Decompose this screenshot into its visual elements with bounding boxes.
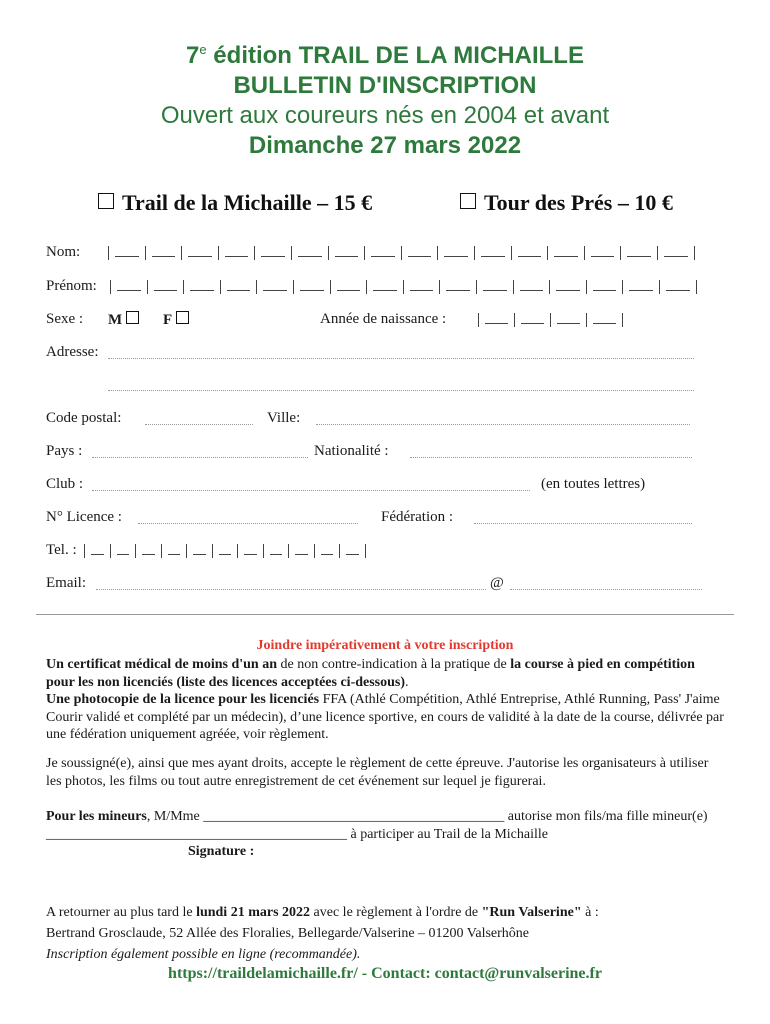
ville-input[interactable] bbox=[316, 424, 690, 425]
char-box[interactable] bbox=[586, 280, 623, 294]
email-domain-input[interactable] bbox=[510, 589, 702, 590]
email-user-input[interactable] bbox=[96, 589, 486, 590]
adresse-input-1[interactable] bbox=[108, 358, 694, 359]
nom-input[interactable] bbox=[108, 246, 695, 263]
notice-text: la course à pied en compétition pour les non licenciés (liste des licences acceptées ci-dessous) bbox=[46, 657, 695, 690]
sexe-label: Sexe : bbox=[46, 311, 84, 327]
char-box[interactable] bbox=[478, 313, 514, 327]
char-box[interactable] bbox=[511, 246, 548, 260]
char-box[interactable] bbox=[550, 313, 586, 327]
prenom-label: Prénom: bbox=[46, 278, 97, 294]
ville-label: Ville: bbox=[267, 410, 301, 426]
char-box[interactable] bbox=[659, 280, 697, 294]
footer-text: A retourner au plus tard le bbox=[46, 905, 197, 920]
char-box[interactable] bbox=[183, 280, 220, 294]
footer-text: "Run Valserine" bbox=[481, 905, 582, 920]
notice-text: . bbox=[405, 674, 409, 690]
char-box[interactable] bbox=[620, 246, 657, 260]
char-box[interactable] bbox=[366, 280, 403, 294]
char-box[interactable] bbox=[474, 246, 511, 260]
online-note: Inscription également possible en ligne (recommandée). bbox=[46, 947, 361, 962]
char-box[interactable] bbox=[291, 246, 328, 260]
race-label: Trail de la Michaille – 15 € bbox=[122, 190, 373, 215]
signature-label: Signature : bbox=[188, 844, 255, 859]
notice-licence bbox=[46, 691, 726, 744]
notice-text: Un certificat médical de moins d'un an bbox=[46, 657, 277, 672]
code-postal-label: Code postal: bbox=[46, 410, 122, 426]
char-box[interactable] bbox=[513, 280, 550, 294]
char-box[interactable] bbox=[145, 246, 182, 260]
nom-label: Nom: bbox=[46, 244, 81, 260]
sexe-m-label: M bbox=[108, 312, 123, 328]
club-label: Club : bbox=[46, 476, 84, 492]
prenom-row bbox=[46, 278, 97, 295]
nom-row bbox=[46, 244, 80, 261]
adresse-input-2[interactable] bbox=[108, 390, 694, 391]
char-box[interactable] bbox=[293, 280, 330, 294]
sexe-row bbox=[46, 311, 83, 328]
club-note: (en toutes lettres) bbox=[541, 476, 646, 492]
footer-text: avec le règlement à l'ordre de bbox=[310, 905, 482, 920]
notice-text: Pour les mineurs bbox=[46, 809, 147, 824]
sexe-f-option[interactable] bbox=[163, 311, 189, 329]
edition-title bbox=[0, 42, 770, 70]
char-box[interactable] bbox=[514, 313, 550, 327]
char-box[interactable] bbox=[181, 246, 218, 260]
race-option-trail[interactable] bbox=[98, 190, 372, 216]
notice-medical bbox=[46, 656, 726, 691]
race-label: Tour des Prés – 10 € bbox=[484, 190, 673, 215]
char-box[interactable] bbox=[584, 246, 621, 260]
footer-text: à : bbox=[581, 905, 599, 920]
prenom-input[interactable] bbox=[110, 280, 697, 297]
char-box[interactable] bbox=[339, 544, 366, 558]
char-box[interactable] bbox=[161, 544, 187, 558]
notice-consent: Je soussigné(e), ainsi que mes ayant droits, accepte le règlement de cette épreuve. J'autorise les organisateurs à utiliser les photos, les films ou tout autre enregistrement de cet événement sur lequel je figurerai. bbox=[46, 756, 709, 789]
char-box[interactable] bbox=[212, 544, 238, 558]
notice-text: de non contre-indication à la pratique de bbox=[277, 657, 511, 672]
edition-superscript: e bbox=[199, 42, 207, 57]
char-box[interactable] bbox=[547, 246, 584, 260]
pays-input[interactable] bbox=[92, 457, 308, 458]
contact-link[interactable]: https://traildelamichaille.fr/ - Contact: contact@runvalserine.fr bbox=[168, 965, 602, 982]
event-title: édition TRAIL DE LA MICHAILLE bbox=[206, 42, 584, 69]
nationalite-input[interactable] bbox=[410, 457, 692, 458]
sexe-m-option[interactable] bbox=[108, 311, 139, 329]
char-box[interactable] bbox=[403, 280, 440, 294]
email-label: Email: bbox=[46, 575, 86, 591]
licence-input[interactable] bbox=[138, 523, 358, 524]
char-box[interactable] bbox=[364, 246, 401, 260]
char-box[interactable] bbox=[439, 280, 476, 294]
nationalite-label: Nationalité : bbox=[314, 443, 389, 459]
char-box[interactable] bbox=[328, 246, 365, 260]
char-box[interactable] bbox=[330, 280, 367, 294]
adresse-label: Adresse: bbox=[46, 344, 99, 360]
char-box[interactable] bbox=[401, 246, 438, 260]
char-box[interactable] bbox=[254, 246, 291, 260]
char-box[interactable] bbox=[84, 544, 110, 558]
char-box[interactable] bbox=[256, 280, 293, 294]
annee-label: Année de naissance : bbox=[320, 311, 447, 327]
char-box[interactable] bbox=[110, 280, 147, 294]
checkbox-icon[interactable] bbox=[98, 193, 114, 209]
char-box[interactable] bbox=[220, 280, 257, 294]
event-date: Dimanche 27 mars 2022 bbox=[248, 132, 522, 159]
char-box[interactable] bbox=[147, 280, 184, 294]
char-box[interactable] bbox=[288, 544, 314, 558]
char-box[interactable] bbox=[110, 544, 136, 558]
tel-label: Tel. : bbox=[46, 542, 77, 558]
char-box[interactable] bbox=[549, 280, 586, 294]
federation-label: Fédération : bbox=[381, 509, 454, 525]
email-at-sign: @ bbox=[490, 575, 504, 591]
notice-minors bbox=[46, 808, 726, 843]
return-address: Bertrand Grosclaude, 52 Allée des Floralies, Bellegarde/Valserine – 01200 Valserhône bbox=[46, 926, 529, 941]
code-postal-input[interactable] bbox=[145, 424, 253, 425]
char-box[interactable] bbox=[237, 544, 263, 558]
notice-text: , M/Mme ___________________________________________ autorise mon fils/ma fille mineur(e) ___________________________________________ à participer au Trail de la Michaille bbox=[46, 809, 708, 842]
return-instructions bbox=[46, 904, 726, 922]
char-box[interactable] bbox=[263, 544, 289, 558]
notice-title: Joindre impérativement à votre inscription bbox=[256, 638, 514, 653]
pays-label: Pays : bbox=[46, 443, 83, 459]
licence-label: N° Licence : bbox=[46, 509, 122, 525]
notice-text: Une photocopie de la licence pour les licenciés bbox=[46, 692, 320, 707]
edition-number: 7 bbox=[186, 42, 200, 69]
sexe-f-label: F bbox=[163, 312, 173, 328]
checkbox-icon[interactable] bbox=[176, 311, 189, 324]
char-box[interactable] bbox=[476, 280, 513, 294]
char-box[interactable] bbox=[586, 313, 623, 327]
char-box[interactable] bbox=[218, 246, 255, 260]
char-box[interactable] bbox=[657, 246, 695, 260]
notice-text: FFA (Athlé Compétition, Athlé Entreprise, Athlé Running, Pass' J'aime Courir validé et complété par un médecin), d’une licence sportive, en cours de validité à la date de la course, délivrée par une fédération uniquement agréée, voir règlement. bbox=[46, 692, 724, 742]
char-box[interactable] bbox=[108, 246, 145, 260]
char-box[interactable] bbox=[314, 544, 340, 558]
annee-input[interactable] bbox=[478, 313, 623, 330]
char-box[interactable] bbox=[186, 544, 212, 558]
checkbox-icon[interactable] bbox=[460, 193, 476, 209]
char-box[interactable] bbox=[135, 544, 161, 558]
char-box[interactable] bbox=[622, 280, 659, 294]
char-box[interactable] bbox=[437, 246, 474, 260]
footer-text: lundi 21 mars 2022 bbox=[196, 905, 311, 920]
race-option-tour[interactable] bbox=[460, 190, 673, 216]
checkbox-icon[interactable] bbox=[126, 311, 139, 324]
divider bbox=[36, 614, 734, 615]
tel-input[interactable] bbox=[84, 544, 366, 561]
federation-input[interactable] bbox=[474, 523, 692, 524]
eligibility-text: Ouvert aux coureurs nés en 2004 et avant bbox=[160, 102, 610, 129]
form-subtitle: BULLETIN D'INSCRIPTION bbox=[233, 72, 537, 99]
club-input[interactable] bbox=[92, 490, 530, 491]
